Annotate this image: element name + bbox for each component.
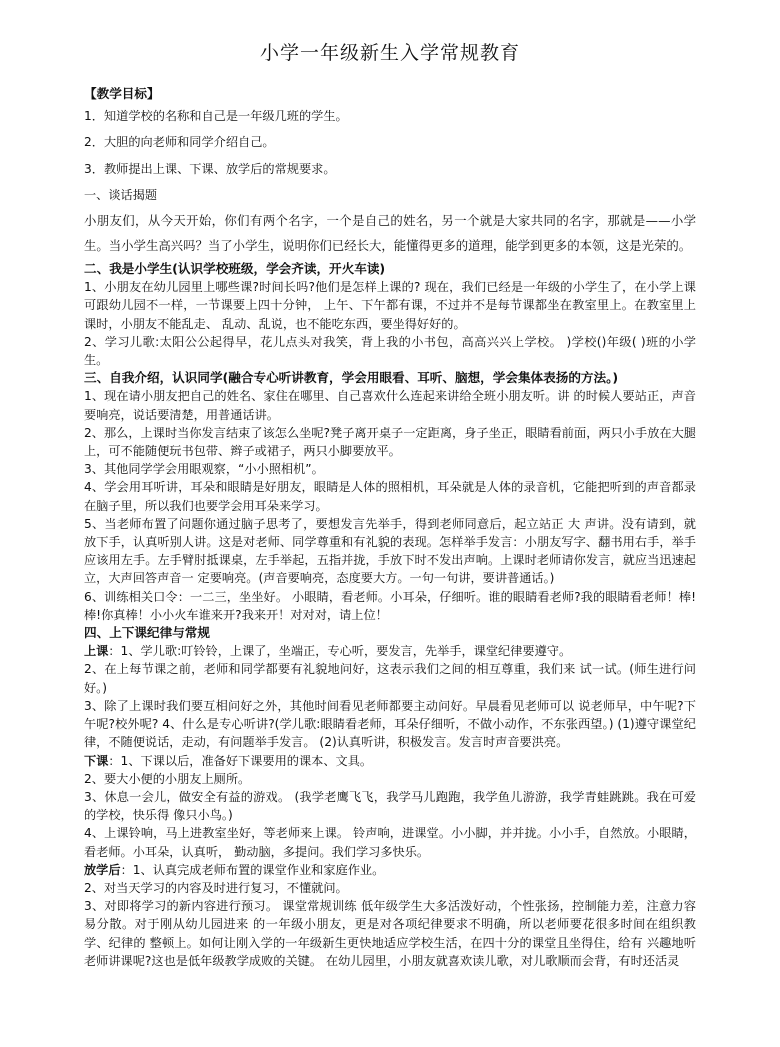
section-2-paragraph: 2、学习儿歌:太阳公公起得早，花儿点头对我笑，背上我的小书包，高高兴兴上学校。 )学校()年级( )班的小学生。 <box>84 334 696 368</box>
section-3-paragraph: 1、现在请小朋友把自己的姓名、家住在哪里、自己喜欢什么连起来讲给全班小朋友听。讲 的时候人要站正，声音要响亮，说话要清楚，用普通话讲。 <box>84 389 696 422</box>
section-3-paragraph: 5、当老师布置了问题你通过脑子思考了，要想发言先举手，得到老师同意后，起立站正 大 声讲。没有请到，就放下手，认真听别人讲。这是对老师、同学尊重和有礼貌的表现。怎样举手发言：小朋友写字、翻书用右手，举手应该用左手。左手臂肘抵课桌，左手举起，五指并拢，手放下时不发出声响。上课时老师请你发言，就应当迅速起立，大声回答声音一 定要响亮。(声音要响亮，态度要大方。一句一句讲，要讲普通话。) <box>84 516 696 586</box>
break-rules-text: ：1、下课以后，准备好下课要用的课本、文具。 <box>108 753 373 768</box>
section-3-paragraph: 4、学会用耳听讲，耳朵和眼睛是好朋友，眼睛是人体的照相机，耳朵就是人体的录音机，它能把听到的声音都录在脑子里，所以我们也要学会用耳朵来学习。 <box>84 480 696 513</box>
break-rules-paragraph <box>84 752 696 770</box>
after-school-text: ：1、认真完成老师布置的课堂作业和家庭作业。 <box>120 862 385 877</box>
break-rules-paragraph: 3、休息一会儿，做安全有益的游戏。 (我学老鹰飞飞，我学马儿跑跑，我学鱼儿游游，我学青蛙跳跳。我在可爱的学校，快乐得 像只小鸟。) <box>84 789 696 823</box>
section-3-heading: 三、自我介绍，认识同学(融合专心听讲教育，学会用眼看、耳听、脑想，学会集体表扬的方法。) <box>84 370 619 386</box>
class-rules-paragraph: 3、除了上课时我们要互相问好之外，其他时间看见老师都要主动问好。早晨看见老师可以 说老师早，中午呢?下午呢?校外呢? 4、什么是专心听讲?(学儿歌:眼睛看老师，耳朵仔细听，不做小动作，不东张西望。) (1)遵守课堂纪律，不随便说话，走动，有问题举手发言。 (2)认真听讲，积极发言。发言时声音要洪亮。 <box>84 698 696 750</box>
break-rules-label: 下课 <box>84 753 109 768</box>
after-school-paragraph: 3、对即将学习的新内容进行预习。 课堂常规训练 低年级学生大多活泼好动，个性张扬，控制能力差，注意力容易分散。对于刚从幼儿园进来 的一年级小朋友，更是对各项纪律要求不明确，所以老师要花很多时间在组织教学、纪律的 整顿上。如何让刚入学的一年级新生更快地适应学校生活，在四十分的课堂且坐得住，给有 兴趣地听老师讲课呢?这也是低年级教学成败的关键。 在幼儿园里，小朋友就喜欢读儿歌，对儿歌顺而会背，有时还活灵 <box>84 899 696 968</box>
class-rules-text: ：1、学儿歌:叮铃铃，上课了，坐端正，专心听，要发言，先举手，课堂纪律要遵守。 <box>108 644 572 659</box>
section-2-heading: 二、我是小学生(认识学校班级，学会齐读，开火车读) <box>84 261 386 277</box>
objective-item: 1．知道学校的名称和自己是一年级几班的学生。 <box>84 109 348 124</box>
objective-item: 3．教师提出上课、下课、放学后的常规要求。 <box>84 161 336 176</box>
after-school-paragraph: 2、对当天学习的内容及时进行复习，不懂就问。 <box>84 880 348 895</box>
section-2-paragraph: 1、小朋友在幼儿园里上哪些课?时间长吗?他们是怎样上课的? 现在，我们已经是一年级的小学生了，在小学上课可跟幼儿园不一样，一节课要上四十分钟， 上午、下午都有课，不过并不是每节课都坐在教室里上。在教室里上课时，小朋友不能乱走、 乱动、乱说，也不能吃东西，要坐得好好的。 <box>84 280 696 331</box>
section-4-heading: 四、上下课纪律与常规 <box>84 625 210 641</box>
section-3-paragraph: 2、那么，上课时当你发言结束了该怎么坐呢?凳子离开桌子一定距离，身子坐正，眼睛看前面，两只小手放在大腿上，可不能随便玩书包带、辫子或裙子，两只小脚要放平。 <box>84 425 696 459</box>
section-3-paragraph: 6、训练相关口令：一二三，坐坐好。 小眼睛，看老师。小耳朵，仔细听。谁的眼睛看老师?我的眼睛看老师！棒!棒!你真棒！小小火车谁来开?我来开！对对对，请上位！ <box>84 589 696 622</box>
class-rules-paragraph <box>84 642 696 660</box>
after-school-label: 放学后 <box>84 862 121 877</box>
after-school-paragraph <box>84 861 696 879</box>
objectives-heading: 【教学目标】 <box>84 86 160 101</box>
break-rules-paragraph: 4、上课铃响，马上进教室坐好，等老师来上课。 铃声响，进课堂。小小脚，并并拢。小小手，自然放。小眼睛，看老师。小耳朵，认真听， 勤动脑，多提问。我们学习多快乐。 <box>84 826 696 859</box>
document-title: 小学一年级新生入学常规教育 <box>259 42 520 64</box>
objective-item: 2．大胆的向老师和同学介绍自己。 <box>84 135 275 150</box>
class-rules-paragraph: 2、在上每节课之前，老师和同学都要有礼貌地问好，这表示我们之间的相互尊重，我们来 试一试。(师生进行问好。) <box>84 662 696 695</box>
section-3-paragraph: 3、其他同学学会用眼观察，“小小照相机”。 <box>84 462 324 477</box>
section-1-paragraph: 小朋友们，从今天开始，你们有两个名字，一个是自己的姓名，另一个就是大家共同的名字，那就是——小学生。当小学生高兴吗？当了小学生，说明你们已经长大，能懂得更多的道理，能学到更多的本领，这是光荣的。 <box>84 213 696 254</box>
break-rules-paragraph: 2、要大小便的小朋友上厕所。 <box>84 771 251 786</box>
section-1-heading: 一、谈话揭题 <box>84 187 158 202</box>
class-rules-label: 上课 <box>84 644 109 659</box>
